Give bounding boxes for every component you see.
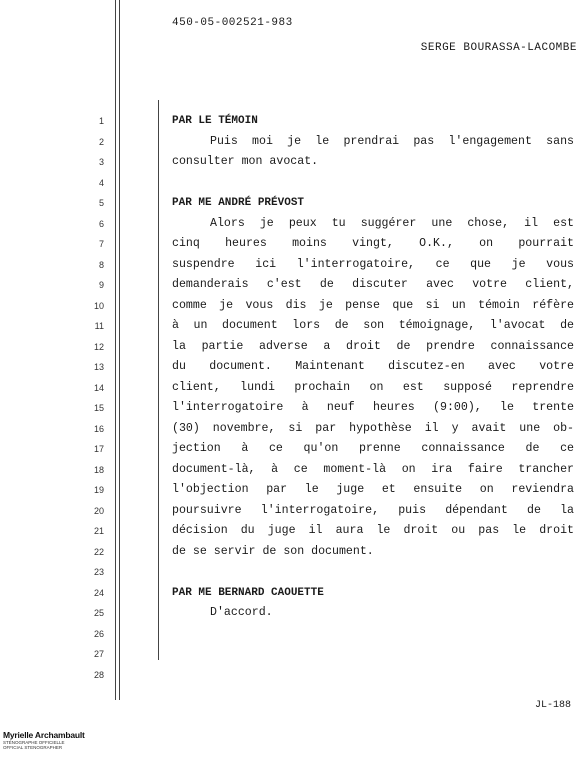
stenographer-title-en: OFFICIAL STENOGRAPHER [3, 745, 63, 750]
line-number: 9 [98, 280, 104, 290]
line-number: 14 [93, 382, 104, 393]
transcript-line: Puis moi je le prendrai pas l'engagement sans [210, 134, 574, 148]
line-number: 24 [93, 587, 104, 598]
line-number: 12 [93, 341, 104, 352]
transcript-line: Alors je peux tu suggérer une chose, il est [210, 216, 574, 230]
speaker-heading: PAR LE TÉMOIN [172, 115, 258, 127]
stenographer-stamp [3, 730, 95, 750]
transcript-line: de se servir de son document. [172, 544, 374, 558]
line-number: 7 [98, 239, 104, 249]
transcript-line: poursuivre l'interrogatoire, puis dépendant de la [172, 503, 574, 517]
margin-rule [115, 0, 116, 700]
transcript-line: l'objection par le juge et ensuite on reviendra [172, 483, 574, 496]
speaker-heading: PAR ME BERNARD CAOUETTE [172, 586, 324, 599]
line-number: 11 [94, 321, 104, 331]
stenographer-name: Myrielle Archambault [3, 730, 85, 740]
margin-rule [158, 100, 159, 660]
line-number: 21 [93, 526, 104, 536]
line-number: 16 [93, 423, 104, 434]
line-number: 22 [93, 546, 104, 557]
transcript-line: suspendre ici l'interrogatoire, ce que je vous [172, 257, 574, 271]
line-number: 19 [93, 485, 104, 495]
transcript-line: consulter mon avocat. [172, 155, 319, 168]
transcript-line: décision du juge il aura le droit ou pas le droit [172, 524, 574, 537]
line-number: 20 [93, 505, 104, 516]
page-code: JL-188 [534, 700, 571, 711]
transcript-line: l'interrogatoire à neuf heures (9:00), le trente [172, 401, 574, 414]
transcript-line: demanderais c'est de discuter avec votre client, [172, 278, 574, 291]
witness-name: SERGE BOURASSA-LACOMBE [420, 42, 577, 54]
line-number: 28 [93, 669, 104, 680]
line-number: 15 [93, 403, 104, 413]
transcript-line: cinq heures moins vingt, O.K., on pourrait [172, 237, 574, 250]
line-number: 18 [93, 464, 104, 475]
line-number: 10 [93, 300, 104, 311]
line-number: 1 [98, 116, 104, 126]
line-number: 6 [98, 218, 104, 229]
line-number: 4 [98, 177, 104, 188]
transcript-line: client, lundi prochain on est supposé reprendre [172, 380, 574, 394]
line-number: 2 [98, 136, 104, 147]
transcript-line: comme je vous dis je pense que si un témoin réfère [172, 298, 574, 312]
line-number: 8 [98, 259, 104, 270]
line-number: 3 [98, 157, 104, 167]
line-number: 5 [98, 198, 104, 208]
transcript-line: jection à ce qu'on prenne connaissance de ce [172, 442, 574, 455]
transcript-line: (30) novembre, si par hypothèse il y avait une ob- [172, 421, 574, 435]
line-number: 27 [93, 649, 104, 659]
line-number: 13 [93, 362, 104, 372]
line-number: 23 [93, 567, 104, 577]
transcript-line: D'accord. [210, 606, 273, 619]
transcript-line: du document. Maintenant discutez-en avec votre [172, 360, 574, 373]
case-number: 450-05-002521-983 [172, 17, 293, 29]
speaker-heading: PAR ME ANDRÉ PRÉVOST [172, 197, 305, 209]
line-number: 25 [93, 608, 104, 618]
transcript-line: document-là, à ce moment-là on ira faire trancher [172, 462, 574, 476]
transcript-line: la partie adverse a droit de prendre connaissance [172, 339, 574, 353]
transcript-line: à un document lors de son témoignage, l'avocat de [172, 319, 574, 332]
line-number: 17 [93, 444, 104, 454]
stenographer-title-fr: STÉNOGRAPHE OFFICIELLE [3, 740, 65, 745]
line-number: 26 [93, 628, 104, 639]
margin-rule [119, 0, 120, 700]
